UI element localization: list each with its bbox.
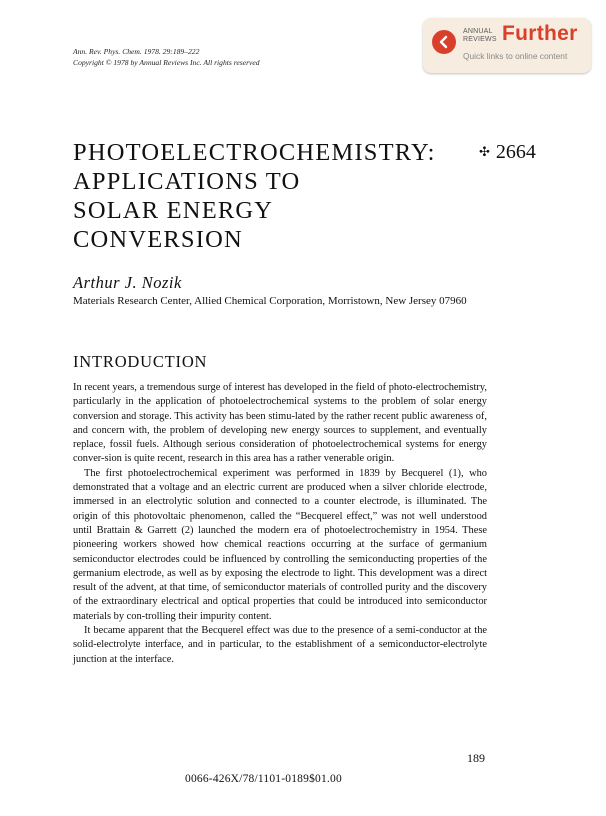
brand-line-annual: ANNUAL [463, 28, 493, 35]
body-text [73, 381, 487, 667]
title-line: SOLAR ENERGY [73, 197, 274, 224]
title-line: CONVERSION [73, 226, 243, 253]
section-heading: INTRODUCTION [73, 352, 208, 371]
footer-code: 0066-426X/78/1101-0189$01.00 [185, 773, 342, 785]
article-code [479, 141, 536, 164]
author-affiliation: Materials Research Center, Allied Chemical Corporation, Morristown, New Jersey 07960 [73, 295, 467, 307]
page-number: 189 [467, 751, 485, 765]
further-wordmark: Further [502, 22, 578, 45]
citation-block [73, 46, 260, 68]
paragraph: In recent years, a tremendous surge of interest has developed in the field of photo-electrochemistry, particularly in the application of photoelectrochemical systems to the problem of solar energy conversion and storage. This activity has been stimu-lated by the rather recent public awareness of, and concern with, the problem of developing new energy sources to supplement, and eventually replace, fossil fuels. Although serious consideration of photoelectrochemical systems for energy conver-sion is quite recent, research in this area has a rather venerable origin. [73, 382, 487, 465]
title-line: APPLICATIONS TO [73, 168, 301, 195]
play-arrow-icon [432, 30, 456, 54]
further-badge[interactable] [423, 18, 591, 73]
paragraph: It became apparent that the Becquerel effect was due to the presence of a semi-conductor at the solid-electrolyte interface, and in particular, to the establishment of a semiconductor-electrolyte junction at the interface. [73, 625, 487, 665]
title-line: PHOTOELECTROCHEMISTRY: [73, 139, 436, 166]
cross-symbol-icon: ✣ [479, 144, 490, 159]
journal-citation: Ann. Rev. Phys. Chem. 1978. 29:189–222 [73, 47, 200, 56]
article-code-number: 2664 [495, 141, 536, 163]
brand-line-reviews: REVIEWS [463, 35, 497, 43]
copyright-notice: Copyright © 1978 by Annual Reviews Inc. All rights reserved [73, 58, 260, 67]
author-name: Arthur J. Nozik [73, 273, 182, 292]
article-title [73, 138, 473, 254]
paragraph: The first photoelectrochemical experiment was performed in 1839 by Becquerel (1), who demonstrated that a voltage and an electric current are produced when a silver chloride electrode, immersed in an electrolytic solution and connected to a counter electrode, is illuminated. The origin of this photovoltaic phenomenon, called the “Becquerel effect,” was not well understood until Brattain & Garrett (2) launched the modern era of photoelectrochemistry in 1954. These pioneering workers showed how chemical reactions occurring at the surface of germanium semiconductor electrodes could be influenced by controlling the semiconducting properties of the germanium electrode, as well as by exposing the electrode to light. This development was a direct result of the advent, at that time, of semiconductor materials of controlled purity and the discovery of the extraordinary electrical and optical properties that could be introduced into semiconductor materials by con-trolling their impurity content. [73, 467, 487, 622]
further-subtitle: Quick links to online content [463, 51, 568, 61]
annual-reviews-label [463, 28, 497, 43]
